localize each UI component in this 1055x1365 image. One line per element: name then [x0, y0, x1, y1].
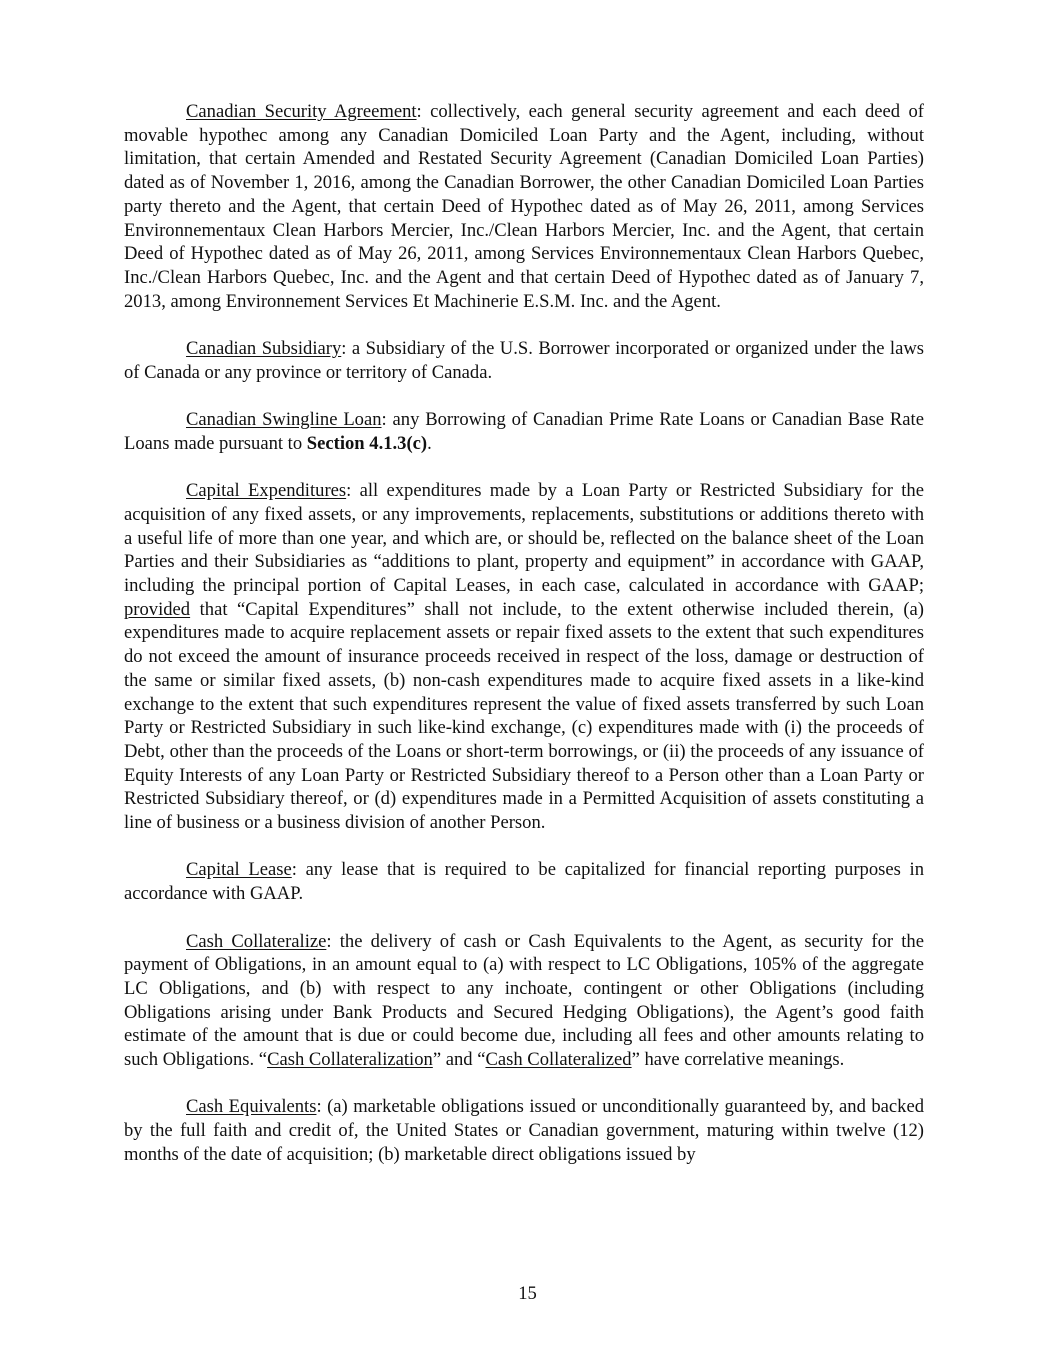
defined-term: Canadian Swingline Loan [186, 409, 382, 431]
definition-text: : all expenditures made by a Loan Party or Restricted Subsidiary for the acquisition of any fixed assets, or any improvements, replacements, substitutions or additions thereto with a useful life of more than one year, and which are, or should be, reflected on the balance sheet of the Loan Parties and their Subsidiaries as “additions to plant, property and equipment” in accordance with GAAP, including the principal portion of Capital Leases, in each case, calculated in accordance with GAAP; [124, 480, 924, 597]
defined-term: Canadian Security Agreement [186, 101, 417, 122]
definition-text: : collectively, each general security agreement and each deed of movable hypothec among any Canadian Domiciled Loan Party and the Agent, including, without limitation, that certain Amended and Restated Security Agreement (Canadian Domiciled Loan Parties) dated as of November 1, 2016, among the Canadian Borrower, the other Canadian Domiciled Loan Parties party thereto and the Agent, that certain Deed of Hypothec dated as of May 26, 2011, among Services Environnementaux Clean Harbors Mercier, Inc./Clean Harbors Mercier, Inc. and the Agent, that certain Deed of Hypothec dated as of May 26, 2011, among Services Environnementaux Clean Harbors Quebec, Inc./Clean Harbors Quebec, Inc. and the Agent and that certain Deed of Hypothec dated as of January 7, 2013, among Environnement Services Et Machinerie E.S.M. Inc. and the Agent. [124, 101, 924, 312]
section-reference: Section 4.1.3(c) [306, 432, 428, 454]
defined-term-cash-collateralized: Cash Collateralized [485, 1049, 632, 1071]
definition-text: : any Borrowing of Canadian Prime Rate Loans or Canadian Base Rate Loans made pursuant to [124, 409, 924, 454]
definition-cash-collateralize [124, 930, 924, 1072]
defined-term: Capital Lease [186, 859, 292, 881]
defined-term: Capital Expenditures [186, 480, 347, 502]
definition-canadian-subsidiary [124, 337, 924, 384]
document-page [124, 100, 924, 1190]
definition-cash-equivalents [124, 1095, 924, 1166]
defined-term: Cash Equivalents [186, 1096, 317, 1118]
defined-term: Canadian Subsidiary [186, 338, 342, 360]
defined-term: Cash Collateralize [186, 930, 327, 952]
page-number: 15 [518, 1283, 537, 1304]
definition-capital-lease [124, 858, 924, 905]
definition-canadian-security-agreement [124, 100, 924, 313]
definition-text-mid: ” and “ [432, 1049, 486, 1071]
definition-text-end: that “Capital Expenditures” shall not include, to the extent otherwise included therein, (a) expenditures made to acquire replacement assets or repair fixed assets to the extent that such expenditures do not exceed the amount of insurance proceeds received in respect of the loss, damage or destruction of the same or similar fixed assets, (b) non-cash expenditures made to acquire fixed assets in a like-kind exchange to the extent that such expenditures represent the value of fixed assets transferred by such Loan Party or Restricted Subsidiary in such like-kind exchange, (c) expenditures made with (i) the proceeds of Debt, other than the proceeds of the Loans or short-term borrowings, or (ii) the proceeds of any issuance of Equity Interests of any Loan Party or Restricted Subsidiary thereof to a Person other than a Loan Party or Restricted Subsidiary thereof, or (d) expenditures made in a Permitted Acquisition of assets constituting a line of business or a business division of another Person. [124, 598, 924, 834]
definition-canadian-swingline-loan [124, 408, 924, 455]
definition-text: : any lease that is required to be capitalized for financial reporting purposes in accordance with GAAP. [124, 859, 925, 905]
definition-text-end: . [427, 432, 432, 454]
definition-text: : the delivery of cash or Cash Equivalents to the Agent, as security for the payment of Obligations, in an amount equal to (a) with respect to LC Obligations, 105% of the aggregate LC Obligations, and (b) with respect to any inchoate, contingent or other Obligations (including Obligations arising under Bank Products and Secured Hedging Obligations), the Agent’s good faith estimate of the amount that is due or could become due, including all fees and other amounts relating to such Obligations. “ [124, 930, 924, 1071]
definition-text: : (a) marketable obligations issued or unconditionally guaranteed by, and backed by the full faith and credit of, the United States or Canadian government, maturing within twelve (12) months of the date of acquisition; (b) marketable direct obligations issued by [124, 1096, 924, 1165]
definition-text: : a Subsidiary of the U.S. Borrower incorporated or organized under the laws of Canada or any province or territory of Canada. [124, 338, 925, 383]
proviso-word: provided [124, 598, 191, 620]
definition-capital-expenditures [124, 479, 924, 835]
definition-text-end: ” have correlative meanings. [631, 1049, 845, 1071]
defined-term-cash-collateralization: Cash Collateralization [267, 1049, 433, 1071]
